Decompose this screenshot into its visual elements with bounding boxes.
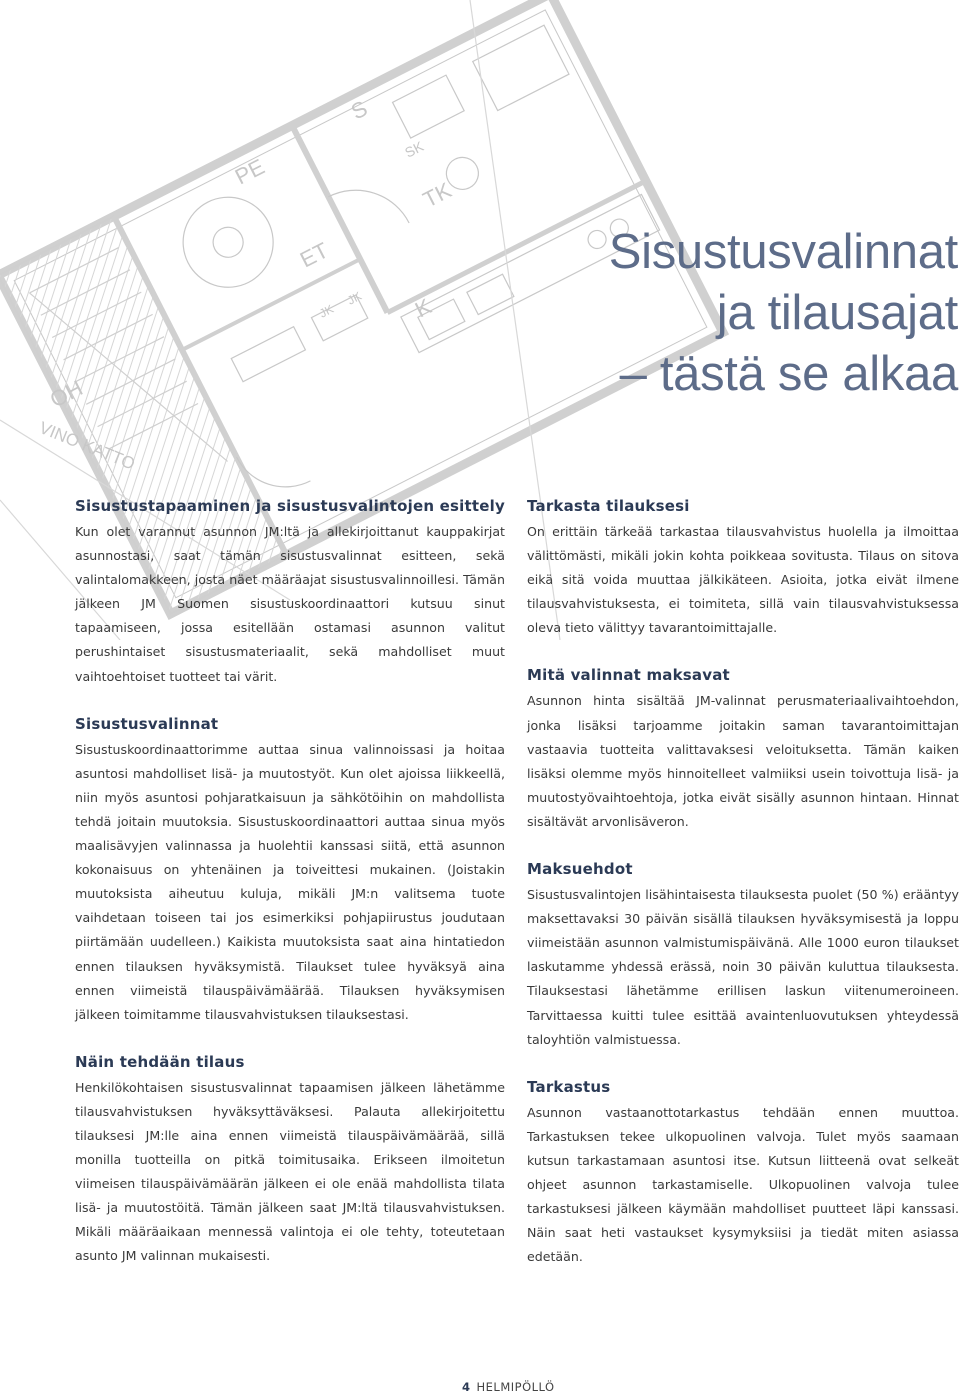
title-line-2: ja tilausajat xyxy=(716,286,958,340)
plan-label: PE xyxy=(230,153,269,190)
page-number: 4 xyxy=(462,1380,471,1394)
plan-label: VINO KATTO xyxy=(36,418,138,474)
section-mita-valinnat-maksavat xyxy=(527,663,959,834)
section-tarkastus xyxy=(527,1075,959,1270)
plan-label: S xyxy=(346,95,372,125)
section-heading: Sisustustapaaminen ja sisustusvalintojen esittely xyxy=(75,497,505,515)
section-sisustusvalinnat xyxy=(75,712,505,1027)
section-body: Kun olet varannut asunnon JM:ltä ja allekirjoittanut kauppakirjat asunnostasi, saat tämän sisustusvalinnat esitteen, sekä valintalomakkeen, josta näet määräajat sisustusvalinnoillesi. Tämän jälkeen JM Suomen sisustuskoordinaattori kutsuu sinut tapaamiseen, jossa esitellään ostamasi asunnon valitut perushintaiset sisustusmateriaalit, sekä mahdolliset muut vaihtoehtoiset tuotteet tai värit. xyxy=(75,524,505,684)
plan-label: OH xyxy=(45,375,87,413)
plan-label: JK xyxy=(317,301,336,321)
section-body: Asunnon vastaanottotarkastus tehdään ennen muuttoa. Tarkastuksen tekee ulkopuolinen valvoja. Tulet myös saamaan kutsun tarkastamaan asuntosi itse. Kutsun liitteenä ovat selkeät ohjeet asunnon tarkastamiselle. Ulkopuolinen valvoja tulee tarkastuksesi jälkeen käymään mahdolliset puutteet läpi kanssasi. Näin saat heti vastaukset kysymyksiisi ja tiedät miten asiassa edetään. xyxy=(527,1104,959,1265)
section-nain-tehdaan-tilaus xyxy=(75,1050,505,1269)
section-heading: Tarkasta tilauksesi xyxy=(527,497,690,515)
title-line-3: – tästä se alkaa xyxy=(619,347,958,401)
plan-label: JK xyxy=(345,288,364,308)
publication-name: HELMIPÖLLÖ xyxy=(476,1380,555,1394)
section-body: Asunnon hinta sisältää JM-valinnat perusmateriaalivaihtoehdon, jonka lisäksi tarjoamme joitakin saman tavarantoimittajan vastaavia tuotteita valittavaksesi veloituksetta. Tämän kaiken lisäksi olemme myös hinnoitelleet valmiiksi usein toivottuja lisä- ja muutostyövaihtoehtoja, jotka eivät sisälly asunnon hintaan. Hinnat sisältävät arvonlisäveron. xyxy=(527,693,959,829)
section-maksuehdot xyxy=(527,857,959,1052)
section-heading: Sisustusvalinnat xyxy=(75,714,219,733)
section-heading: Tarkastus xyxy=(527,1077,611,1096)
right-column xyxy=(527,494,959,1292)
section-sisustustapaaminen xyxy=(75,494,505,689)
section-body: Sisustusvalintojen lisähintaisesta tilauksesta puolet (50 %) erääntyy maksettavaksi 30 päivän sisällä tilauksen hyväksymisestä ja loppu viimeistään asunnon valmistumispäivänä. Alle 1000 euron tilaukset laskutamme yhdessä erässä, noin 30 päivän kuluttua tilauksesta. Tilauksestasi lähetämme erillisen laskun viitenumeroineen. Tarvittaessa kuitti tulee esittää avaintenluovutuksen yhteydessä taloyhtiön valmistuessa. xyxy=(527,887,959,1047)
section-body: On erittäin tärkeää tarkastaa tilausvahvistus huolella ja ilmoittaa välittömästi, mikäli jokin kohta poikkeaa sovitusta. Tilaus on sitova eikä sitä voida muuttaa jälkikäteen. Asioita, jotka eivät ilmene tilausvahvistuksesta, ei toimiteta, sillä vain tilausvahvistuksessa oleva tieto välittyy tavarantoimittajalle. xyxy=(527,524,959,636)
section-body: Sisustuskoordinaattorimme auttaa sinua valinnoissasi ja hoitaa asuntosi mahdolliset lisä- ja muutostyöt. Kun olet ajoissa liikkeellä, niin myös asuntosi pohjaratkaisuun ja sähkötöihin on mahdollista tehdä joitain muutoksia. Sisustuskoordinaattori auttaa sinua myös maalisävyjen valinnassa ja huolehtii kanssasi siitä, että asunnon kokonaisuus on yhtenäinen ja toiveittesi mukainen. (Joistakin muutoksista aiheutuu kuluja, mikäli JM:n valitsema tuote vaihdetaan toiseen tai jos esimerkiksi pohjapiirustus joudutaan piirtämään uudelleen.) Kaikista muutoksista saat aina hintatiedon ennen tilauksen hyväksymistä. Tilaukset tulee hyväksyä aina ennen viimeistä tilauspäivämäärää. Tilauksen hyväksymisen jälkeen toimitamme tilausvahvistuksen tilauksestasi. xyxy=(75,741,505,1022)
section-heading: Mitä valinnat maksavat xyxy=(527,666,730,685)
section-heading: Maksuehdot xyxy=(527,860,633,879)
page-title xyxy=(540,222,958,405)
title-line-1: Sisustusvalinnat xyxy=(608,225,958,279)
section-tarkasta-tilauksesi xyxy=(527,494,959,640)
section-body: Henkilökohtaisen sisustusvalinnat tapaamisen jälkeen lähetämme tilausvahvistuksen hyväksyttäväksesi. Palauta allekirjoitettu tilauksesi JM:lle aina ennen viimeistä tilauspäivämäärää, sillä monilla tuotteilla on pitkä toimitusaika. Erikseen ilmoitetun viimeisen tilauspäivämäärän jälkeen ei ole enää mahdollista tilata lisä- ja muutostöitä. Tämän jälkeen saat JM:ltä tilausvahvistuksen. Mikäli määräaikaan mennessä valintoja ei ole tehty, toteutetaan asunto JM valinnan mukaisesti. xyxy=(75,1079,505,1264)
left-column xyxy=(75,494,505,1292)
page-footer xyxy=(462,1380,555,1394)
plan-label: K xyxy=(410,293,436,323)
plan-label: SK xyxy=(402,137,427,161)
plan-label: ET xyxy=(295,237,333,273)
section-heading: Näin tehdään tilaus xyxy=(75,1052,245,1071)
plan-label: TK xyxy=(418,177,456,213)
